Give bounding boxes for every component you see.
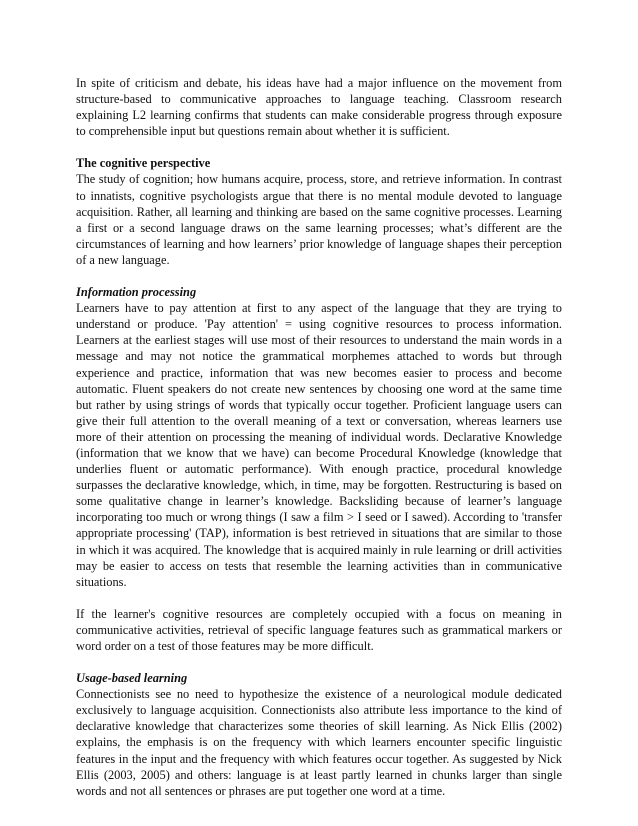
paragraph-gap <box>76 268 562 284</box>
information-processing-heading: Information processing <box>76 285 197 300</box>
cognitive-perspective-heading: The cognitive perspective <box>76 156 211 171</box>
information-processing-paragraph: Learners have to pay attention at first to any aspect of the language that they are trying to understand or produce. 'Pay attention' = using cognitive resources to process information. Learners at the earliest stages will use most of their resources to understand the main words in a message and may not notice the grammatical morphemes attached to words but through experience and practice, information that was new becomes easier to process and become automatic. Fluent speakers do not create new sentences by choosing one word at the same time but rather by using strings of words that typically occur together. Proficient language users can give their full attention to the overall meaning of a text or conversation, whereas learners use more of their attention on processing the meaning of individual words. Declarative Knowledge (information that we know that we have) can become Procedural Knowledge (knowledge that underlies fluent or automatic performance). With enough practice, procedural knowledge surpasses the declarative knowledge, which, in time, may be forgotten. Restructuring is based on some qualitative change in learner’s knowledge. Backsliding because of learner’s language incorporating too much or wrong things (I saw a film > I seed or I sawed). According to 'transfer appropriate processing' (TAP), information is best retrieved in situations that are similar to those in which it was acquired. The knowledge that is acquired mainly in rule learning or drill activities may be easier to access on tests that resemble the learning activities than in communicative situations. <box>76 301 562 589</box>
cognitive-resources-paragraph: If the learner's cognitive resources are completely occupied with a focus on meaning in communicative activities, retrieval of specific language features such as grammatical markers or word order on a test of those features may be more difficult. <box>76 606 562 653</box>
paragraph-gap <box>76 654 562 670</box>
cognitive-perspective-paragraph: The study of cognition; how humans acquire, process, store, and retrieve information. In contrast to innatists, cognitive psychologists argue that there is no mental module devoted to language acquisition. Rather, all learning and thinking are based on the same cognitive processes. Learning a first or a second language draws on the same learning processes; what’s different are the circumstances of learning and how learners’ prior knowledge of language shapes their perception of a new language. <box>76 172 562 267</box>
usage-based-learning-heading: Usage-based learning <box>76 671 188 686</box>
paragraph-gap <box>76 139 562 155</box>
intro-paragraph: In spite of criticism and debate, his ideas have had a major influence on the movement from structure-based to communicative approaches to language teaching. Classroom research explaining L2 learning confirms that students can make considerable progress through exposure to comprehensible input but questions remain about whether it is sufficient. <box>76 76 562 139</box>
paragraph-gap <box>76 590 562 606</box>
usage-based-learning-paragraph: Connectionists see no need to hypothesize the existence of a neurological module dedicated exclusively to language acquisition. Connectionists also attribute less importance to the kind of declarative knowledge that characterizes some theories of skill learning. As Nick Ellis (2002) explains, the emphasis is on the frequency with which learners encounter specific linguistic features in the input and the frequency with which features occur together. As suggested by Nick Ellis (2003, 2005) and others: language is at least partly learned in chunks larger than single words and not all sentences or phrases are put together one word at a time. <box>76 687 562 798</box>
